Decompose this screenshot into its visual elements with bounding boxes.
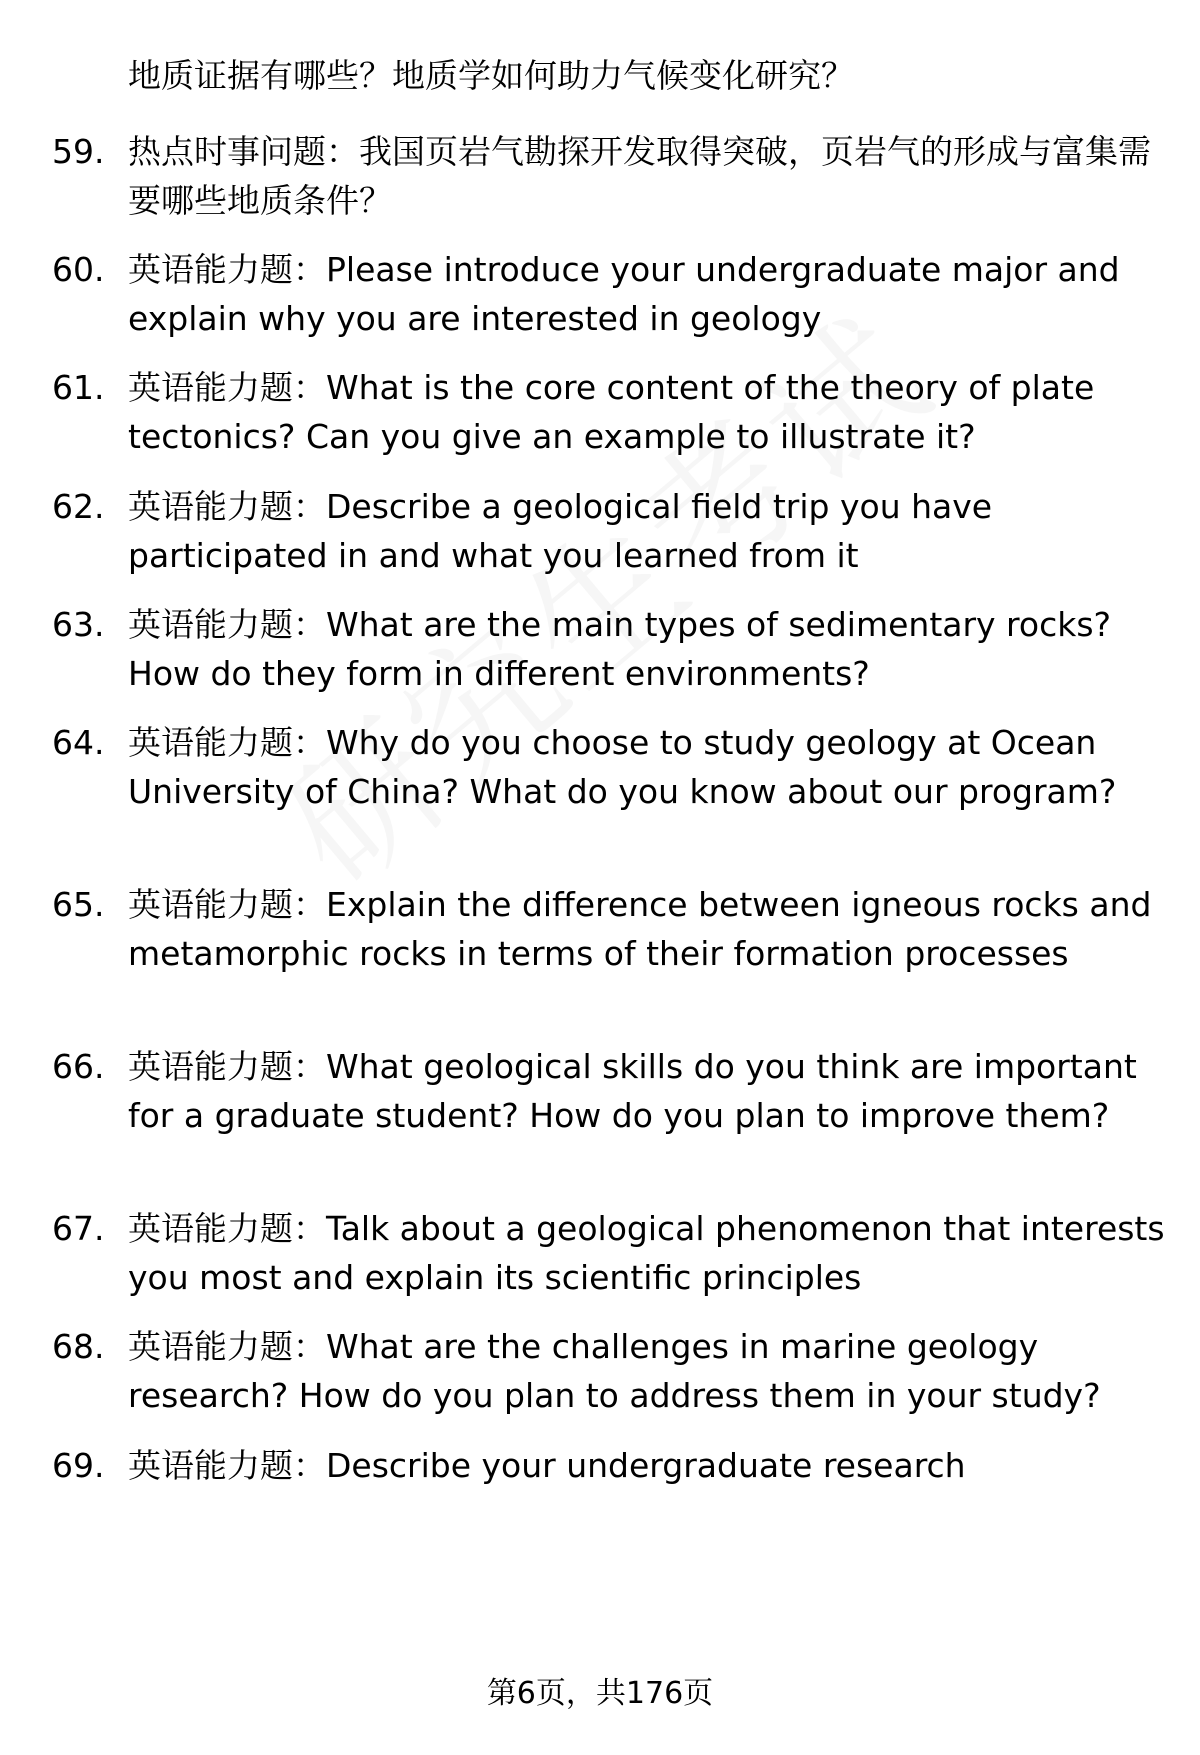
question-number: 68. — [52, 1327, 105, 1366]
question-text: 英语能力题：Please introduce your undergraduate major and explain why you are interested in geology — [128, 250, 1120, 338]
question-text: 热点时事问题：我国页岩气勘探开发取得突破，页岩气的形成与富集需要哪些地质条件？ — [128, 132, 1151, 220]
question-text: 英语能力题：What geological skills do you think are important for a graduate student? How do you plan to improve them? — [128, 1047, 1137, 1135]
question-number: 64. — [52, 723, 105, 762]
question-number: 63. — [52, 605, 105, 644]
question-number: 69. — [52, 1446, 105, 1485]
question-number: 67. — [52, 1209, 105, 1248]
question-number: 66. — [52, 1047, 105, 1086]
question-text: 英语能力题：What are the challenges in marine geology research? How do you plan to address them in your study? — [128, 1327, 1101, 1415]
question-number: 60. — [52, 250, 105, 289]
question-number: 62. — [52, 487, 105, 526]
question-text: 地质证据有哪些？地质学如何助力气候变化研究？ — [128, 56, 854, 95]
question-text: 英语能力题：Explain the difference between igneous rocks and metamorphic rocks in terms of their formation processes — [128, 885, 1152, 973]
question-text: 英语能力题：Why do you choose to study geology at Ocean University of China? What do you know about our program? — [128, 723, 1117, 811]
watermark — [230, 259, 966, 926]
question-text: 英语能力题：Describe a geological field trip you have participated in and what you learned from it — [128, 487, 993, 575]
question-number: 65. — [52, 885, 105, 924]
question-text: 英语能力题：What is the core content of the theory of plate tectonics? Can you give an example to illustrate it? — [128, 368, 1095, 456]
question-number: 61. — [52, 368, 105, 407]
question-text: 英语能力题：Describe your undergraduate research — [128, 1446, 966, 1485]
page-footer: 第6页，共176页 — [486, 1676, 714, 1711]
question-number: 59. — [52, 132, 105, 171]
question-text: 英语能力题：Talk about a geological phenomenon that interests you most and explain its scientific principles — [128, 1209, 1165, 1297]
question-text: 英语能力题：What are the main types of sedimentary rocks? How do they form in different environments? — [128, 605, 1112, 693]
